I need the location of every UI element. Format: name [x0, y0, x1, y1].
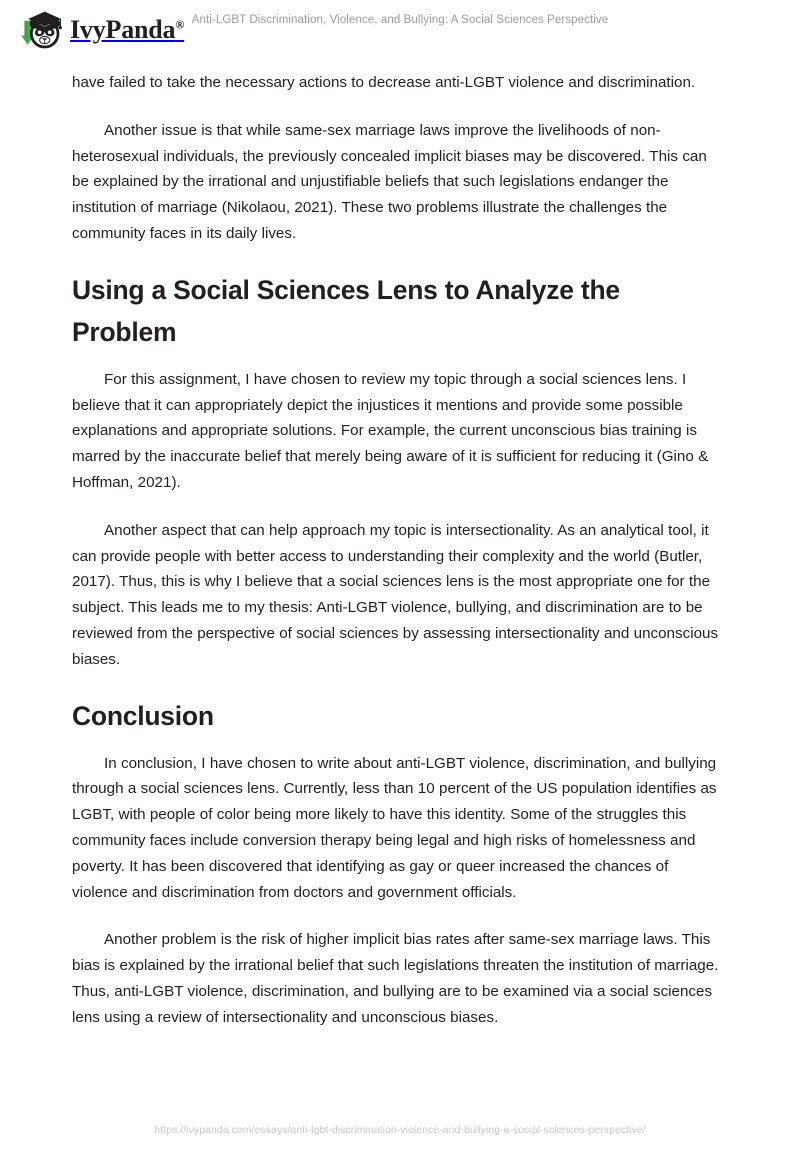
document-body [72, 70, 720, 1053]
paragraph-for-this-assignment: For this assignment, I have chosen to review my topic through a social sciences lens. I believe that it can appropriately depict the injustices it mentions and provide some possible explanations and appropriate solutions. For example, the current unconscious bias training is marred by the inaccurate belief that merely being aware of it is sufficient for reducing it (Gino & Hoffman, 2021). [72, 370, 709, 491]
paragraph-another-problem: Another problem is the risk of higher implicit bias rates after same-sex marriage laws. This bias is explained by the irrational belief that such legislations threaten the institution of marriage. Thus, anti-LGBT violence, discrimination, and bullying are to be examined via a social sciences lens using a review of intersectionality and unconscious biases. [72, 931, 719, 1026]
paragraph-another-issue: Another issue is that while same-sex marriage laws improve the livelihoods of non-heterosexual individuals, the previously concealed implicit biases may be discovered. This can be explained by the irrational and unjustifiable beliefs that such legislations endanger the institution of marriage (Nikolaou, 2021). These two problems illustrate the challenges the community faces in its daily lives. [72, 121, 707, 242]
heading-conclusion: Conclusion [72, 700, 214, 731]
page-title: Anti-LGBT Discrimination, Violence, and Bullying: A Social Sciences Perspective [191, 14, 609, 26]
paragraph-continued: have failed to take the necessary actions to decrease anti-LGBT violence and discrimination. [72, 74, 696, 91]
page-header [0, 0, 800, 62]
page-footer [0, 1120, 800, 1138]
paragraph-intersectionality: Another aspect that can help approach my topic is intersectionality. As an analytical tool, it can provide people with better access to understanding their complexity and the world (Butler, 2017). Thus, this is why I believe that a social sciences lens is the most appropriate one for the subject. This leads me to my thesis: Anti-LGBT violence, bullying, and discrimination are to be reviewed from the perspective of social sciences by assessing intersectionality and unconscious biases. [72, 521, 719, 668]
brand-name-text: IvyPanda [70, 15, 176, 44]
paragraph-in-conclusion: In conclusion, I have chosen to write about anti-LGBT violence, discrimination, and bullying through a social sciences lens. Currently, less than 10 percent of the US population identifies as LGBT, with people of color being more likely to have this identity. Some of the struggles this community faces include conversion therapy being legal and high risks of homelessness and poverty. It has been discovered that identifying as gay or queer increased the chances of violence and discrimination from doctors and government officials. [72, 754, 717, 901]
source-url-link[interactable]: https://ivypanda.com/essays/anti-lgbt-discrimination-violence-and-bullying-a-social-sciences-perspective/ [154, 1124, 646, 1136]
registered-trademark-symbol: ® [175, 17, 185, 32]
heading-social-sciences-lens: Using a Social Sciences Lens to Analyze the Problem [72, 274, 620, 347]
